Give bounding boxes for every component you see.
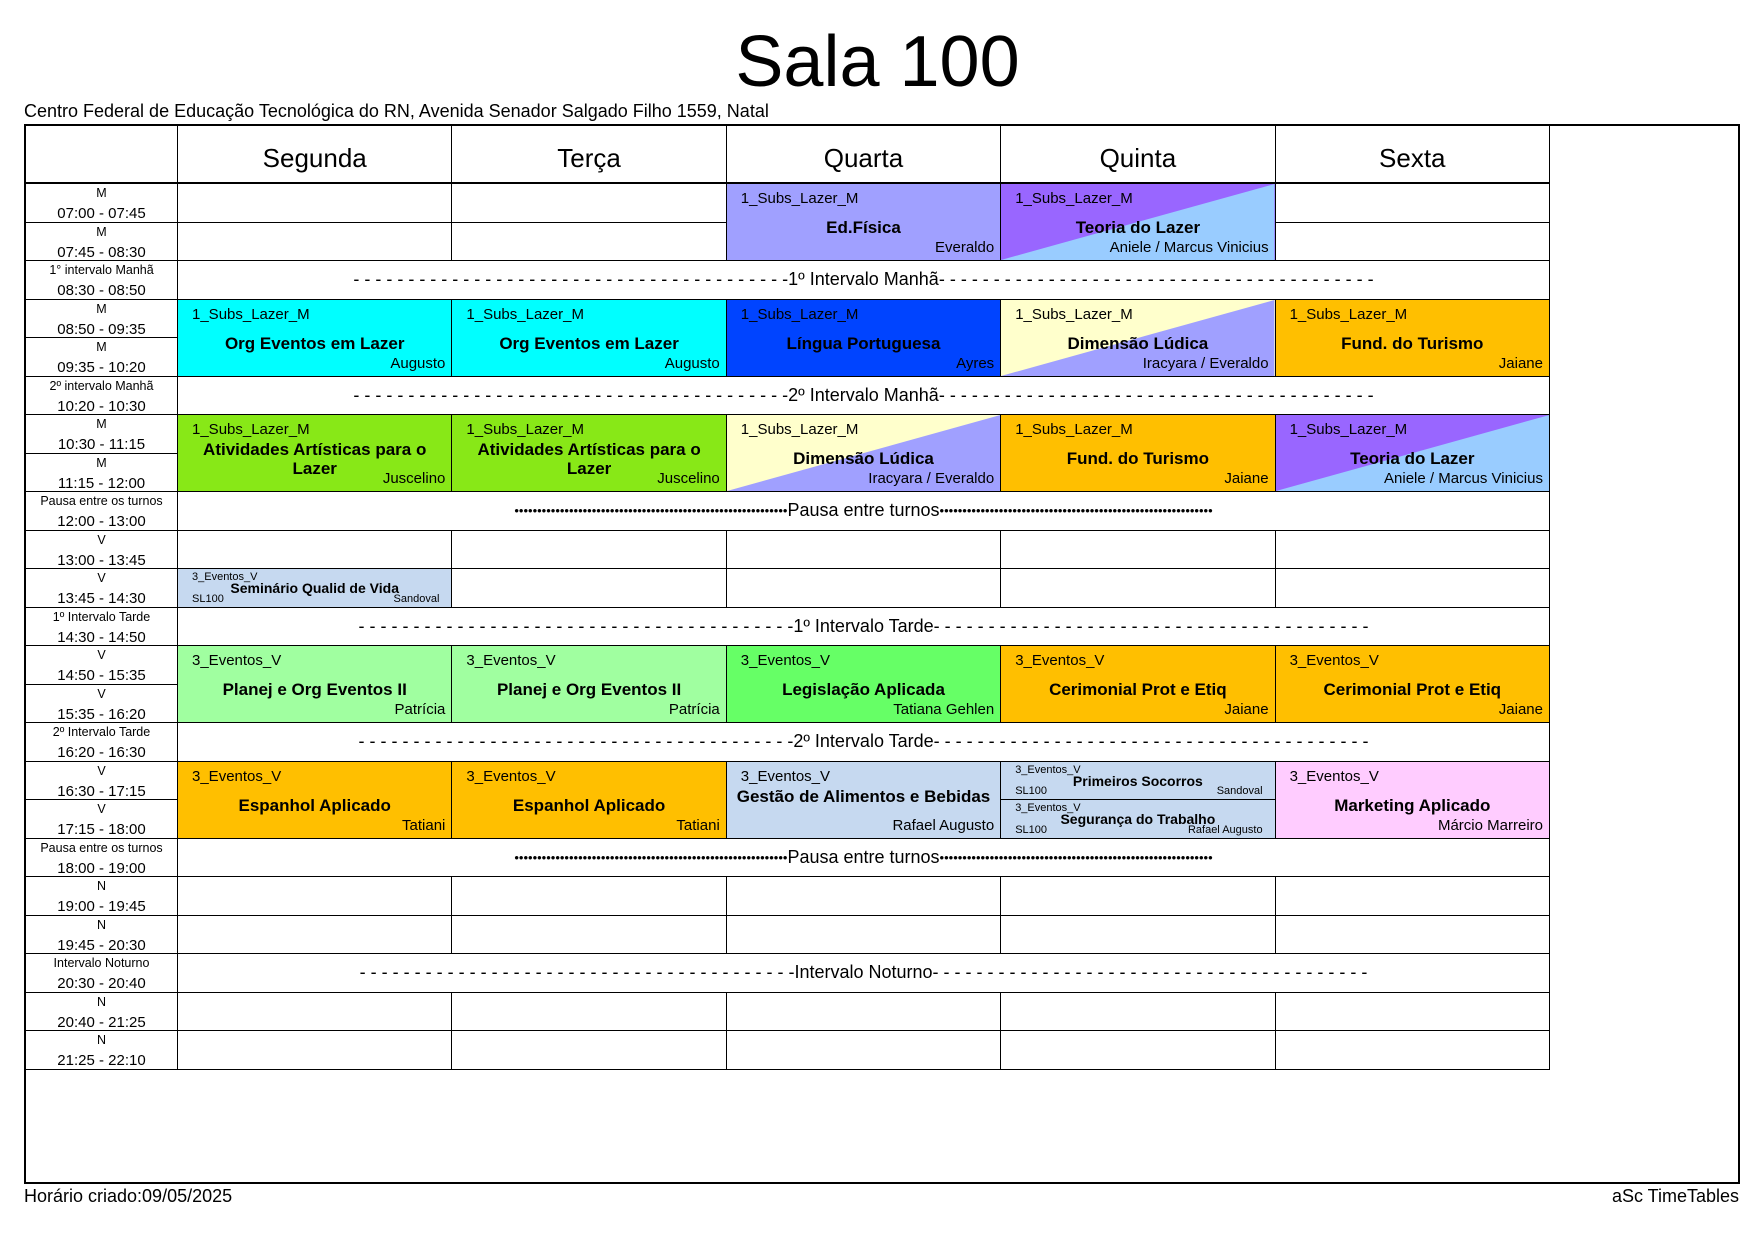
lesson-card[interactable] bbox=[1276, 300, 1550, 377]
lesson-group: 1_Subs_Lazer_M bbox=[1289, 305, 1408, 323]
empty-slot[interactable] bbox=[178, 223, 452, 262]
period-time-cell bbox=[26, 531, 178, 570]
empty-slot[interactable] bbox=[1276, 223, 1550, 262]
corner-header bbox=[26, 126, 178, 184]
empty-slot[interactable] bbox=[178, 184, 452, 223]
empty-slot[interactable] bbox=[727, 531, 1001, 570]
break-row bbox=[178, 608, 1550, 647]
period-range: 19:45 - 20:30 bbox=[57, 936, 146, 954]
lesson-group: 1_Subs_Lazer_M bbox=[1015, 421, 1133, 438]
lesson-teacher: Iracyara / Everaldo bbox=[868, 470, 995, 487]
lesson-card[interactable] bbox=[1276, 415, 1550, 492]
lesson-teacher: Jaiane bbox=[1224, 470, 1269, 487]
empty-slot[interactable] bbox=[178, 877, 452, 916]
period-time-cell bbox=[26, 723, 178, 762]
lesson-group: 1_Subs_Lazer_M bbox=[740, 305, 859, 323]
break-filler-right: - - - - - - - - - - - - - - - - - - - - - - - - - - - - - - - - - - - - - - - - bbox=[938, 269, 1374, 290]
lesson-subject: Teoria do Lazer bbox=[1075, 218, 1201, 237]
lesson-group: 1_Subs_Lazer_M bbox=[192, 421, 310, 438]
lesson-subject: Seminário Qualid de Vida bbox=[230, 580, 399, 596]
period-code: V bbox=[97, 686, 106, 701]
period-time-cell bbox=[26, 261, 178, 300]
period-range: 20:30 - 20:40 bbox=[57, 975, 146, 992]
lesson-subject: Teoria do Lazer bbox=[1350, 449, 1475, 468]
period-code: V bbox=[97, 763, 106, 778]
lesson-group: 1_Subs_Lazer_M bbox=[740, 190, 859, 207]
lesson-subject: Marketing Aplicado bbox=[1334, 795, 1491, 815]
period-range: 13:00 - 13:45 bbox=[57, 551, 146, 569]
period-code: 1° intervalo Manhã bbox=[49, 263, 154, 277]
lesson-card[interactable] bbox=[178, 300, 452, 377]
created-date: Horário criado:09/05/2025 bbox=[24, 1186, 233, 1206]
break-filler-left: - - - - - - - - - - - - - - - - - - - - - - - - - - - - - - - - - - - - - - - - bbox=[353, 384, 789, 405]
empty-slot[interactable] bbox=[1001, 569, 1275, 608]
period-time-cell bbox=[26, 762, 178, 801]
empty-slot[interactable] bbox=[1001, 531, 1275, 570]
lesson-teacher: Tatiana Gehlen bbox=[893, 701, 995, 718]
lesson-card[interactable] bbox=[727, 646, 1001, 723]
lesson-teacher: Jaiane bbox=[1498, 701, 1543, 718]
empty-slot[interactable] bbox=[452, 1031, 726, 1070]
software-credit: aSc TimeTables bbox=[1611, 1186, 1739, 1206]
period-time-cell bbox=[26, 877, 178, 916]
period-time-cell bbox=[26, 839, 178, 878]
period-range: 18:00 - 19:00 bbox=[57, 859, 146, 877]
lesson-group: 3_Eventos_V bbox=[740, 652, 831, 669]
day-header-1: Terça bbox=[452, 126, 726, 184]
break-filler-right: - - - - - - - - - - - - - - - - - - - - - - - - - - - - - - - - - - - - - - - - bbox=[933, 731, 1369, 752]
period-code: 2º Intervalo Tarde bbox=[52, 725, 151, 739]
lesson-card[interactable] bbox=[1001, 762, 1275, 801]
lesson-group: 1_Subs_Lazer_M bbox=[192, 305, 310, 323]
break-filler-right: •••••••••••••••••••••••••••••••••••••••••••••••••••••••••••• bbox=[939, 503, 1213, 519]
empty-slot[interactable] bbox=[1276, 184, 1550, 223]
break-row bbox=[178, 839, 1550, 878]
period-code: N bbox=[96, 917, 107, 932]
empty-slot[interactable] bbox=[452, 184, 726, 223]
lesson-card[interactable] bbox=[1001, 800, 1275, 839]
empty-slot[interactable] bbox=[1276, 916, 1550, 955]
day-header-4: Sexta bbox=[1276, 126, 1550, 184]
lesson-room: SL100 bbox=[1015, 823, 1047, 836]
lesson-subject: Atividades Artísticas para o Lazer bbox=[477, 440, 701, 478]
lesson-teacher: Ayres bbox=[956, 354, 995, 372]
lesson-card[interactable] bbox=[452, 646, 726, 723]
period-time-cell bbox=[26, 492, 178, 531]
break-label: 2º Intervalo Manhã bbox=[788, 384, 939, 405]
break-filler-left: - - - - - - - - - - - - - - - - - - - - - - - - - - - - - - - - - - - - - - - - bbox=[358, 731, 794, 752]
lesson-group: 3_Eventos_V bbox=[466, 652, 556, 669]
period-time-cell bbox=[26, 800, 178, 839]
lesson-card[interactable] bbox=[1276, 762, 1550, 839]
lesson-teacher: Sandoval bbox=[393, 592, 440, 605]
period-code: M bbox=[96, 186, 107, 200]
period-code: Pausa entre os turnos bbox=[40, 494, 163, 508]
lesson-subject: Cerimonial Prot e Etiq bbox=[1049, 680, 1227, 699]
period-range: 19:00 - 19:45 bbox=[57, 898, 146, 915]
break-filler-right: •••••••••••••••••••••••••••••••••••••••••••••••••••••••••••• bbox=[939, 849, 1213, 865]
period-time-cell bbox=[26, 184, 178, 223]
lesson-card[interactable] bbox=[727, 300, 1001, 377]
period-range: 14:30 - 14:50 bbox=[57, 628, 146, 646]
lesson-subject: Legislação Aplicada bbox=[782, 680, 945, 699]
break-label: 1º Intervalo Manhã bbox=[788, 269, 939, 290]
lesson-teacher: Augusto bbox=[664, 354, 720, 372]
day-header-0: Segunda bbox=[178, 126, 452, 184]
period-range: 20:40 - 21:25 bbox=[57, 1013, 146, 1031]
lesson-card[interactable] bbox=[178, 415, 452, 492]
period-code: 1º Intervalo Tarde bbox=[52, 609, 151, 624]
empty-slot[interactable] bbox=[727, 877, 1001, 916]
break-label: Pausa entre turnos bbox=[787, 500, 940, 521]
period-range: 21:25 - 22:10 bbox=[57, 1052, 146, 1069]
period-range: 08:50 - 09:35 bbox=[57, 320, 146, 338]
period-range: 07:00 - 07:45 bbox=[57, 205, 146, 222]
period-time-cell bbox=[26, 646, 178, 685]
lesson-subject: Gestão de Alimentos e Bebidas bbox=[736, 786, 991, 806]
period-time-cell bbox=[26, 954, 178, 993]
empty-slot[interactable] bbox=[727, 916, 1001, 955]
break-label: 1º Intervalo Tarde bbox=[793, 615, 934, 636]
period-time-cell bbox=[26, 454, 178, 493]
period-code: M bbox=[96, 224, 107, 239]
timetable-grid bbox=[24, 124, 1740, 1184]
period-time-cell bbox=[26, 223, 178, 262]
period-range: 09:35 - 10:20 bbox=[57, 359, 146, 376]
period-code: V bbox=[97, 571, 106, 585]
lesson-subject: Língua Portuguesa bbox=[786, 333, 941, 353]
break-filler-left: •••••••••••••••••••••••••••••••••••••••••••••••••••••••••••• bbox=[514, 849, 788, 865]
empty-slot[interactable] bbox=[1276, 569, 1550, 608]
lesson-teacher: Rafael Augusto bbox=[1187, 823, 1263, 836]
empty-slot[interactable] bbox=[1276, 531, 1550, 570]
period-code: Pausa entre os turnos bbox=[40, 840, 163, 855]
period-time-cell bbox=[26, 338, 178, 377]
break-filler-right: - - - - - - - - - - - - - - - - - - - - - - - - - - - - - - - - - - - - - - - - bbox=[932, 962, 1368, 983]
break-row bbox=[178, 954, 1550, 993]
break-row bbox=[178, 492, 1550, 531]
empty-slot[interactable] bbox=[178, 531, 452, 570]
period-time-cell bbox=[26, 415, 178, 454]
lesson-teacher: Patrícia bbox=[668, 701, 720, 718]
lesson-subject: Ed.Física bbox=[826, 218, 901, 237]
lesson-subject: Segurança do Trabalho bbox=[1060, 811, 1216, 827]
lesson-teacher: Augusto bbox=[390, 354, 446, 372]
lesson-teacher: Tatiani bbox=[676, 816, 720, 834]
lesson-subject: Cerimonial Prot e Etiq bbox=[1323, 680, 1502, 699]
empty-slot[interactable] bbox=[452, 569, 726, 608]
period-code: M bbox=[96, 301, 107, 316]
empty-slot[interactable] bbox=[178, 993, 452, 1032]
break-label: Pausa entre turnos bbox=[787, 846, 940, 867]
school-address: Centro Federal de Educação Tecnológica do RN, Avenida Senador Salgado Filho 1559, Natal bbox=[24, 101, 769, 121]
empty-slot[interactable] bbox=[452, 993, 726, 1032]
period-time-cell bbox=[26, 569, 178, 608]
empty-slot[interactable] bbox=[1276, 1031, 1550, 1070]
lesson-subject: Planej e Org Eventos II bbox=[222, 680, 407, 699]
empty-slot[interactable] bbox=[452, 223, 726, 262]
period-code: N bbox=[96, 994, 107, 1009]
empty-slot[interactable] bbox=[178, 1031, 452, 1070]
period-code: 2º intervalo Manhã bbox=[49, 378, 154, 393]
period-time-cell bbox=[26, 1031, 178, 1070]
lesson-teacher: Jaiane bbox=[1224, 701, 1269, 718]
lesson-card[interactable] bbox=[1001, 415, 1275, 492]
lesson-teacher: Aniele / Marcus Vinicius bbox=[1384, 470, 1543, 487]
lesson-subject: Fund. do Turismo bbox=[1341, 333, 1484, 353]
lesson-group: 1_Subs_Lazer_M bbox=[1015, 305, 1133, 323]
lesson-card[interactable] bbox=[178, 646, 452, 723]
lesson-teacher: Tatiani bbox=[402, 816, 446, 834]
period-range: 11:15 - 12:00 bbox=[57, 474, 146, 492]
break-row bbox=[178, 261, 1550, 300]
lesson-subject: Org Eventos em Lazer bbox=[499, 333, 679, 353]
empty-slot[interactable] bbox=[1001, 916, 1275, 955]
break-filler-right: - - - - - - - - - - - - - - - - - - - - - - - - - - - - - - - - - - - - - - - - bbox=[938, 384, 1374, 405]
lesson-teacher: Everaldo bbox=[934, 239, 995, 256]
empty-slot[interactable] bbox=[1001, 877, 1275, 916]
lesson-teacher: Iracyara / Everaldo bbox=[1142, 354, 1269, 372]
period-code: M bbox=[96, 417, 107, 431]
lesson-group: 3_Eventos_V bbox=[192, 652, 282, 669]
period-time-cell bbox=[26, 608, 178, 647]
lesson-teacher: Patrícia bbox=[394, 701, 446, 718]
period-time-cell bbox=[26, 916, 178, 955]
lesson-group: 1_Subs_Lazer_M bbox=[1289, 421, 1408, 438]
period-range: 10:30 - 11:15 bbox=[57, 436, 146, 453]
empty-slot[interactable] bbox=[178, 916, 452, 955]
lesson-room: SL100 bbox=[1015, 785, 1047, 797]
page-title: Sala 100 bbox=[735, 22, 1020, 102]
period-code: V bbox=[97, 802, 106, 816]
period-range: 10:20 - 10:30 bbox=[57, 397, 146, 415]
period-code: V bbox=[97, 532, 106, 547]
period-range: 13:45 - 14:30 bbox=[57, 590, 146, 607]
lesson-subject: Atividades Artísticas para o Lazer bbox=[203, 440, 427, 478]
lesson-subject: Planej e Org Eventos II bbox=[496, 680, 682, 699]
period-time-cell bbox=[26, 377, 178, 416]
lesson-card[interactable] bbox=[452, 300, 726, 377]
empty-slot[interactable] bbox=[452, 916, 726, 955]
break-filler-left: •••••••••••••••••••••••••••••••••••••••••••••••••••••••••••• bbox=[514, 503, 788, 519]
lesson-teacher: Márcio Marreiro bbox=[1437, 816, 1543, 834]
break-label: 2º Intervalo Tarde bbox=[793, 731, 934, 752]
day-header-3: Quinta bbox=[1001, 126, 1275, 184]
lesson-group: 3_Eventos_V bbox=[740, 767, 831, 785]
lesson-card[interactable] bbox=[1001, 184, 1275, 261]
period-code: N bbox=[96, 879, 107, 893]
lesson-card[interactable] bbox=[452, 762, 726, 839]
empty-slot[interactable] bbox=[727, 1031, 1001, 1070]
lesson-card[interactable] bbox=[1001, 646, 1275, 723]
lesson-teacher: Jaiane bbox=[1498, 354, 1543, 372]
lesson-card[interactable] bbox=[178, 569, 452, 608]
period-range: 16:30 - 17:15 bbox=[57, 782, 146, 800]
lesson-subject: Org Eventos em Lazer bbox=[224, 333, 405, 353]
lesson-subject: Primeiros Socorros bbox=[1072, 772, 1203, 789]
lesson-group: 1_Subs_Lazer_M bbox=[466, 421, 584, 438]
period-code: N bbox=[96, 1033, 107, 1047]
period-code: M bbox=[96, 340, 107, 354]
empty-slot[interactable] bbox=[452, 877, 726, 916]
lesson-card[interactable] bbox=[452, 415, 726, 492]
period-code: Intervalo Noturno bbox=[53, 956, 150, 970]
period-range: 17:15 - 18:00 bbox=[57, 821, 146, 838]
lesson-card[interactable] bbox=[727, 762, 1001, 839]
empty-slot[interactable] bbox=[1001, 993, 1275, 1032]
lesson-room: SL100 bbox=[192, 592, 224, 605]
empty-slot[interactable] bbox=[1001, 1031, 1275, 1070]
period-code: M bbox=[96, 455, 107, 470]
period-range: 12:00 - 13:00 bbox=[57, 513, 146, 530]
empty-slot[interactable] bbox=[452, 531, 726, 570]
empty-slot[interactable] bbox=[727, 993, 1001, 1032]
break-filler-left: - - - - - - - - - - - - - - - - - - - - - - - - - - - - - - - - - - - - - - - - bbox=[359, 962, 795, 983]
break-filler-right: - - - - - - - - - - - - - - - - - - - - - - - - - - - - - - - - - - - - - - - - bbox=[933, 615, 1369, 636]
empty-slot[interactable] bbox=[727, 569, 1001, 608]
lesson-group: 3_Eventos_V bbox=[466, 767, 556, 785]
day-header-2: Quarta bbox=[727, 126, 1001, 184]
lesson-group: 1_Subs_Lazer_M bbox=[1015, 190, 1133, 207]
lesson-teacher: Aniele / Marcus Vinicius bbox=[1109, 239, 1269, 256]
break-filler-left: - - - - - - - - - - - - - - - - - - - - - - - - - - - - - - - - - - - - - - - - bbox=[353, 269, 789, 290]
period-range: 15:35 - 16:20 bbox=[57, 705, 146, 723]
period-range: 08:30 - 08:50 bbox=[57, 282, 146, 299]
lesson-card[interactable] bbox=[727, 184, 1001, 261]
period-range: 07:45 - 08:30 bbox=[57, 243, 146, 261]
period-code: V bbox=[97, 648, 106, 662]
lesson-group: 1_Subs_Lazer_M bbox=[466, 305, 584, 323]
lesson-group: 3_Eventos_V bbox=[192, 767, 282, 785]
lesson-group: 3_Eventos_V bbox=[1289, 767, 1379, 785]
period-range: 16:20 - 16:30 bbox=[57, 744, 146, 761]
lesson-group: 3_Eventos_V bbox=[1015, 652, 1105, 669]
lesson-card[interactable] bbox=[178, 762, 452, 839]
break-label: Intervalo Noturno bbox=[794, 962, 933, 983]
lesson-teacher: Juscelino bbox=[657, 470, 720, 487]
period-range: 14:50 - 15:35 bbox=[57, 667, 146, 684]
lesson-subject: Dimensão Lúdica bbox=[793, 449, 934, 468]
lesson-teacher: Rafael Augusto bbox=[892, 816, 995, 834]
lesson-group: 3_Eventos_V bbox=[1289, 652, 1379, 669]
lesson-subject: Dimensão Lúdica bbox=[1067, 333, 1209, 353]
break-row bbox=[178, 377, 1550, 416]
lesson-card[interactable] bbox=[1276, 646, 1550, 723]
period-time-cell bbox=[26, 300, 178, 339]
empty-slot[interactable] bbox=[1276, 993, 1550, 1032]
break-row bbox=[178, 723, 1550, 762]
lesson-teacher: Juscelino bbox=[382, 470, 446, 487]
lesson-group: 3_Eventos_V bbox=[1015, 763, 1081, 776]
lesson-group: 3_Eventos_V bbox=[1015, 802, 1081, 814]
lesson-teacher: Sandoval bbox=[1216, 785, 1263, 797]
lesson-subject: Espanhol Aplicado bbox=[512, 795, 666, 815]
lesson-group: 3_Eventos_V bbox=[192, 571, 258, 583]
lesson-card[interactable] bbox=[727, 415, 1001, 492]
lesson-card[interactable] bbox=[1001, 300, 1275, 377]
period-time-cell bbox=[26, 685, 178, 724]
break-filler-left: - - - - - - - - - - - - - - - - - - - - - - - - - - - - - - - - - - - - - - - - bbox=[358, 615, 794, 636]
lesson-subject: Espanhol Aplicado bbox=[238, 795, 391, 815]
lesson-group: 1_Subs_Lazer_M bbox=[740, 421, 859, 438]
period-time-cell bbox=[26, 993, 178, 1032]
lesson-subject: Fund. do Turismo bbox=[1066, 449, 1210, 468]
empty-slot[interactable] bbox=[1276, 877, 1550, 916]
